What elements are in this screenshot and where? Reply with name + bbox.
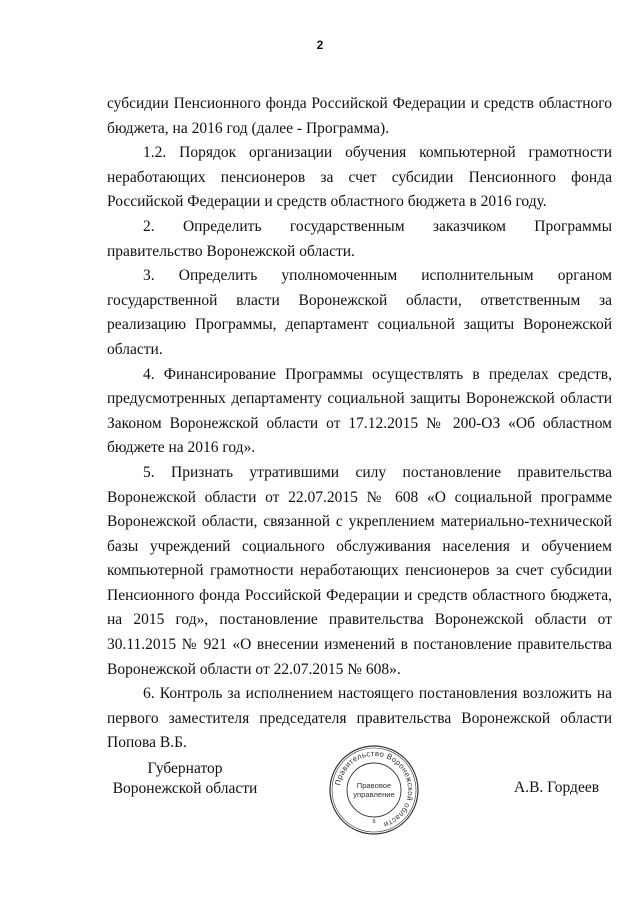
seal-center-line1: Правовое: [356, 781, 392, 790]
seal-bottom-mark: 8: [372, 819, 376, 825]
paragraph-intro-continuation: субсидии Пенсионного фонда Российской Федерации и средств областного бюджета, на 2016 год (далее - Программа).: [107, 95, 612, 137]
paragraph-5: 5. Признать утратившими силу постановление правительства Воронежской области от 22.07.2015 № 608 «О социальной программе Воронежской области, связанной с укреплением материально-технической базы учреждений социального обслуживания населения и обучением компьютерной грамотности неработающих пенсионеров за счет субсидии Пенсионного фонда Российской Федерации и средств областного бюджета, на 2015 год», постановление правительства Воронежской области от 30.11.2015 № 921 «О внесении изменений в постановление правительства Воронежской области от 22.07.2015 № 608».: [107, 463, 612, 678]
paragraph-2: 2. Определить государственным заказчиком Программы правительство Воронежской области.: [107, 217, 612, 260]
signatory-position: Губернатор: [147, 760, 223, 777]
paragraph-6: 6. Контроль за исполнением настоящего постановления возложить на первого заместителя председателя правительства Воронежской области Попова В.Б.: [107, 685, 612, 752]
document-body: [107, 92, 612, 756]
signatory-title: [100, 759, 270, 799]
signatory-name: А.В. Гордеев: [514, 779, 600, 796]
paragraph-3: 3. Определить уполномоченным исполнительным органом государственной власти Воронежской области, ответственным за реализацию Программы, департамент социальной защиты Воронежской области.: [107, 267, 612, 358]
paragraph-4: 4. Финансирование Программы осуществлять в пределах средств, предусмотренных департаменту социальной защиты Воронежской области Законом Воронежской области от 17.12.2015 № 200-ОЗ «Об областном бюджете на 2016 год».: [107, 365, 612, 457]
signatory-region: Воронежской области: [112, 780, 258, 797]
page-number: 2: [316, 38, 324, 52]
seal-center-line2: управление: [353, 790, 395, 799]
paragraph-1-2: 1.2. Порядок организации обучения компьютерной грамотности неработающих пенсионеров за счет субсидии Пенсионного фонда Российской Федерации и средств областного бюджета в 2016 году.: [107, 144, 612, 211]
official-seal: [328, 744, 420, 836]
seal-ring-text: Правительство Воронежской области: [333, 748, 416, 830]
